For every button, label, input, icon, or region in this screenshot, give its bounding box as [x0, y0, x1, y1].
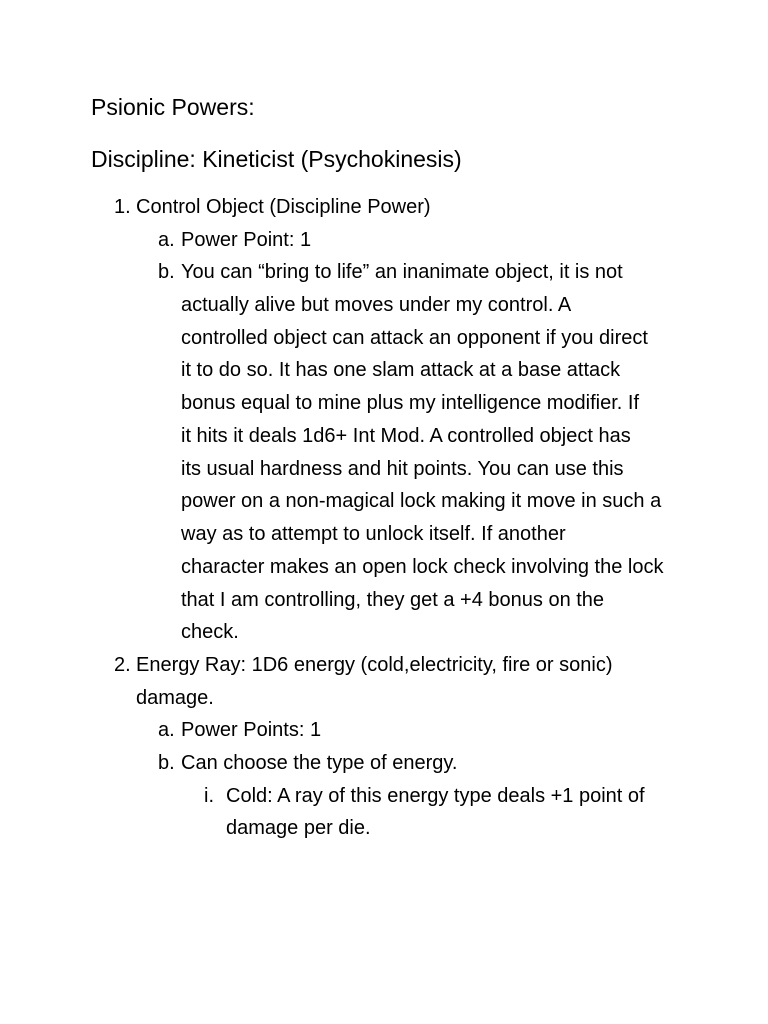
paragraph-line: Cold: A ray of this energy type deals +1 point of	[226, 785, 645, 807]
list-marker: 1.	[114, 196, 131, 218]
list-marker: i.	[204, 785, 214, 807]
list-item-text: Energy Ray: 1D6 energy (cold,electricity, fire or sonic)	[136, 654, 613, 676]
paragraph-line: its usual hardness and hit points. You can use this	[181, 458, 624, 480]
list-marker: a.	[158, 229, 175, 251]
paragraph-line: controlled object can attack an opponent if you direct	[181, 327, 648, 349]
list-marker: a.	[158, 719, 175, 741]
paragraph-line: actually alive but moves under my control. A	[181, 294, 572, 316]
paragraph-line: it to do so. It has one slam attack at a base attack	[181, 359, 621, 381]
list-marker: b.	[158, 261, 175, 283]
list-item-text: Power Points: 1	[181, 719, 322, 741]
paragraph-line: character makes an open lock check involving the lock	[181, 556, 664, 578]
list-item-text: Power Point: 1	[181, 229, 312, 251]
list-item-text: damage.	[136, 687, 214, 709]
list-item-text: Control Object (Discipline Power)	[136, 196, 431, 218]
list-marker: b.	[158, 752, 175, 774]
list-item-text: Can choose the type of energy.	[181, 752, 458, 774]
paragraph-line: check.	[181, 621, 239, 643]
document-title: Psionic Powers:	[91, 94, 255, 120]
paragraph-line: You can “bring to life” an inanimate object, it is not	[181, 261, 623, 283]
paragraph-line: way as to attempt to unlock itself. If another	[181, 523, 566, 545]
paragraph-line: power on a non-magical lock making it move in such a	[181, 490, 662, 512]
paragraph-line: bonus equal to mine plus my intelligence modifier. If	[181, 392, 640, 414]
list-marker: 2.	[114, 654, 131, 676]
paragraph-line: damage per die.	[226, 817, 371, 839]
paragraph-line: that I am controlling, they get a +4 bonus on the	[181, 589, 605, 611]
paragraph-line: it hits it deals 1d6+ Int Mod. A controlled object has	[181, 425, 631, 447]
discipline-heading: Discipline: Kineticist (Psychokinesis)	[91, 146, 462, 172]
